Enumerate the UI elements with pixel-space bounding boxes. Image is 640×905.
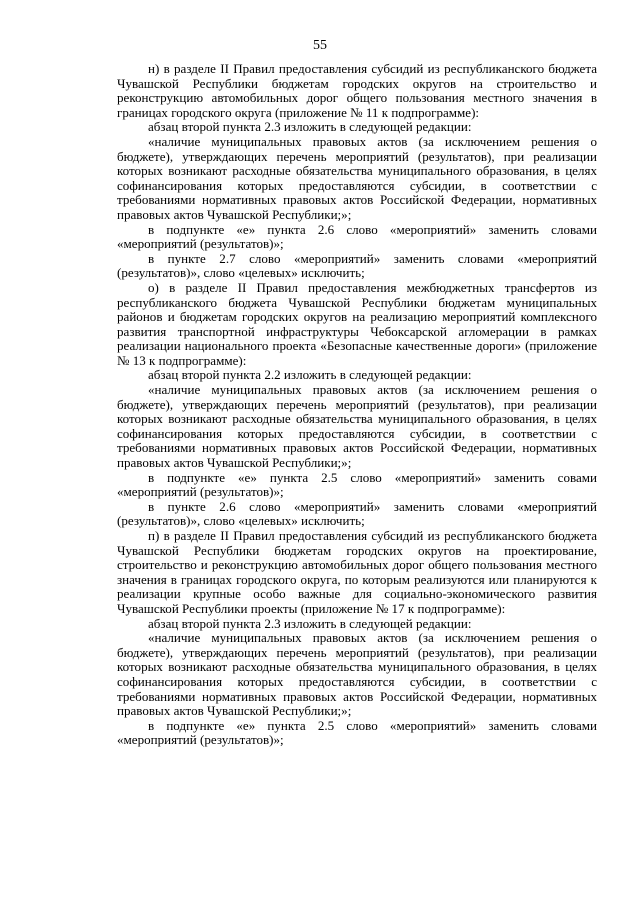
page-number: 55: [313, 38, 327, 53]
paragraph-p-rules-section-ii: п) в разделе II Правил предоставления субсидий из республиканского бюджета Чувашской Республики бюджетам городских округов на проектирование, строительство и реконструкцию автомобильных дорог общего пользования местного значения в границах городского округа, по которым реализуются или планируются к реализации крупные особо важные для социально-экономического развития Чувашской Республики проекты (приложение № 17 к подпрограмме):: [117, 528, 597, 616]
paragraph-point-2-7: в пункте 2.7 слово «мероприятий» заменить словами «мероприятий (результатов)», слово «целевых» исключить;: [117, 250, 597, 281]
paragraph-abzac-2-2: абзац второй пункта 2.2 изложить в следующей редакции:: [148, 367, 472, 383]
paragraph-abzac-2-3: абзац второй пункта 2.3 изложить в следующей редакции:: [148, 119, 472, 135]
paragraph-subpoint-e-2-6: в подпункте «е» пункта 2.6 слово «мероприятий» заменить словами «мероприятий (результатов)»;: [117, 221, 597, 252]
document-body: [117, 62, 597, 748]
paragraph-point-2-6: в пункте 2.6 слово «мероприятий» заменить словами «мероприятий (результатов)», слово «целевых» исключить;: [117, 498, 597, 529]
paragraph-quote-municipal-acts: «наличие муниципальных правовых актов (за исключением решения о бюджете), утверждающих перечень мероприятий (результатов), при реализации которых возникают расходные обязательства муниципального образования, в целях софинансирования которых предоставляются субсидии, в соответствии с требованиями нормативных правовых актов Российской Федерации, нормативных правовых актов Чувашской Республики;»;: [117, 382, 597, 471]
paragraph-n-rules-section-ii: н) в разделе II Правил предоставления субсидий из республиканского бюджета Чувашской Республики бюджетам городских округов на строительство и реконструкцию автомобильных дорог общего пользования местного значения в границах городского округа (приложение № 11 к подпрограмме):: [117, 61, 597, 120]
paragraph-quote-municipal-acts: «наличие муниципальных правовых актов (за исключением решения о бюджете), утверждающих перечень мероприятий (результатов), при реализации которых возникают расходные обязательства муниципального образования, в целях софинансирования которых предоставляются субсидии, в соответствии с требованиями нормативных правовых актов Российской Федерации, нормативных правовых актов Чувашской Республики;»;: [117, 133, 597, 222]
paragraph-subpoint-e-2-5: в подпункте «е» пункта 2.5 слово «мероприятий» заменить словами «мероприятий (результатов)»;: [117, 717, 597, 748]
paragraph-subpoint-e-2-5: в подпункте «е» пункта 2.5 слово «мероприятий» заменить совами «мероприятий (результатов)»;: [117, 469, 597, 500]
paragraph-o-rules-section-ii: о) в разделе II Правил предоставления межбюджетных трансфертов из республиканского бюджета Чувашской Республики бюджетам муниципальных районов и бюджетам городских округов на реализацию мероприятий комплексного развития транспортной инфраструктуры Чебоксарской агломерации в рамках реализации национального проекта «Безопасные качественные дороги» (приложение № 13 к подпрограмме):: [117, 279, 597, 368]
paragraph-abzac-2-3: абзац второй пункта 2.3 изложить в следующей редакции:: [148, 615, 472, 631]
paragraph-quote-municipal-acts: «наличие муниципальных правовых актов (за исключением решения о бюджете), утверждающих перечень мероприятий (результатов), при реализации которых возникают расходные обязательства муниципального образования, в целях софинансирования которых предоставляются субсидии, в соответствии с требованиями нормативных правовых актов Российской Федерации, нормативных правовых актов Чувашской Республики;»;: [117, 630, 597, 719]
